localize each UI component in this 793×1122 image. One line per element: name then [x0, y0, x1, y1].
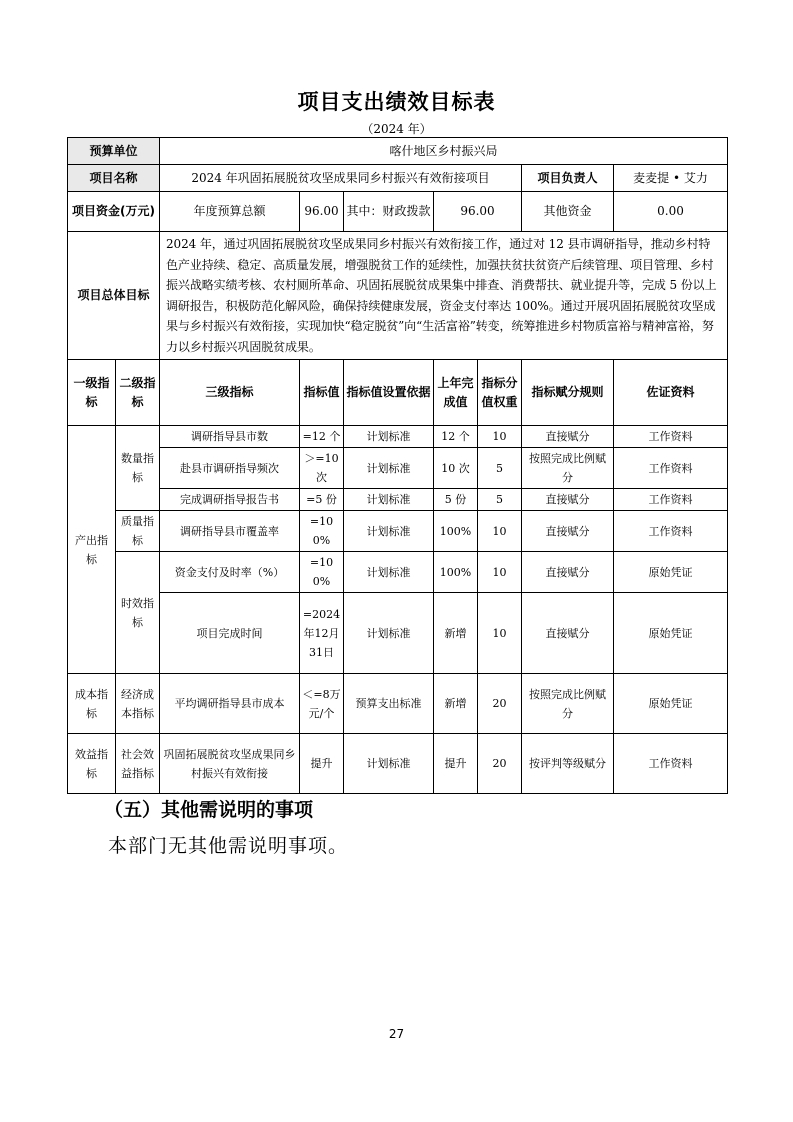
cell-evidence: 原始凭证 [614, 593, 728, 674]
cell-value: =12 个 [300, 426, 344, 448]
header-evidence: 佐证资料 [614, 360, 728, 426]
group-benefit: 效益指标 [68, 734, 116, 794]
cell-name: 平均调研指导县市成本 [160, 674, 300, 734]
leader-label: 项目负责人 [522, 165, 614, 192]
fiscal-value: 96.00 [434, 192, 522, 232]
cell-last: 提升 [434, 734, 478, 794]
cell-value: =100% [300, 511, 344, 552]
group-econ-cost: 经济成本指标 [116, 674, 160, 734]
fiscal-label: 其中：财政拨款 [344, 192, 434, 232]
cell-evidence: 原始凭证 [614, 552, 728, 593]
table-row [68, 489, 728, 511]
cell-rule: 按照完成比例赋分 [522, 674, 614, 734]
group-output: 产出指标 [68, 426, 116, 674]
cell-last: 100% [434, 511, 478, 552]
cell-weight: 10 [478, 511, 522, 552]
fund-label: 项目资金(万元) [68, 192, 160, 232]
table-row [68, 734, 728, 794]
cell-basis: 预算支出标准 [344, 674, 434, 734]
other-value: 0.00 [614, 192, 728, 232]
cell-last: 12 个 [434, 426, 478, 448]
cell-weight: 10 [478, 593, 522, 674]
cell-value: =100% [300, 552, 344, 593]
project-name-label: 项目名称 [68, 165, 160, 192]
note-text: 本部门无其他需说明事项。 [108, 835, 349, 857]
table-year: （2024 年） [361, 122, 432, 136]
table-row [68, 426, 728, 448]
header-level2: 二级指标 [116, 360, 160, 426]
cell-basis: 计划标准 [344, 426, 434, 448]
goal-text: 2024 年，通过巩固拓展脱贫攻坚成果同乡村振兴有效衔接工作，通过对 12 县市调研指导，推动乡村特色产业持续、稳定、高质量发展，增强脱贫工作的延续性，加强扶贫扶贫资产后续管理、项目管理、乡村振兴战略实绩考核、农村厕所革命、巩固拓展脱贫成果集中排查、消费帮扶、就业提升等，完成 5 份以上调研报告，积极防范化解风险，确保持续健康发展，资金支付率达 100%。通过开展巩固拓展脱贫攻坚成果与乡村振兴有效衔接，实现加快“稳定脱贫”向“生活富裕”转变，统筹推进乡村物质富裕与精神富裕，努力以乡村振兴巩固脱贫成果。 [160, 232, 728, 360]
header-basis: 指标值设置依据 [344, 360, 434, 426]
project-name-value: 2024 年巩固拓展脱贫攻坚成果同乡村振兴有效衔接项目 [160, 165, 522, 192]
cell-weight: 5 [478, 448, 522, 489]
cell-last: 新增 [434, 593, 478, 674]
header-level1: 一级指标 [68, 360, 116, 426]
header-rule: 指标赋分规则 [522, 360, 614, 426]
cell-evidence: 工作资料 [614, 426, 728, 448]
cell-name: 调研指导县市数 [160, 426, 300, 448]
cell-name: 资金支付及时率（%） [160, 552, 300, 593]
cell-evidence: 工作资料 [614, 511, 728, 552]
cell-rule: 直接赋分 [522, 593, 614, 674]
table-row [68, 674, 728, 734]
goal-label: 项目总体目标 [68, 232, 160, 360]
cell-rule: 直接赋分 [522, 552, 614, 593]
page-number: 27 [388, 1027, 405, 1041]
cell-last: 新增 [434, 674, 478, 734]
header-value: 指标值 [300, 360, 344, 426]
cell-name: 巩固拓展脱贫攻坚成果同乡村振兴有效衔接 [160, 734, 300, 794]
cell-rule: 直接赋分 [522, 511, 614, 552]
cell-weight: 20 [478, 674, 522, 734]
cell-basis: 计划标准 [344, 489, 434, 511]
cell-last: 5 份 [434, 489, 478, 511]
table-row [68, 552, 728, 593]
cell-value: =5 份 [300, 489, 344, 511]
cell-evidence: 工作资料 [614, 489, 728, 511]
unit-label: 预算单位 [68, 138, 160, 165]
group-timeliness: 时效指标 [116, 552, 160, 674]
cell-value: =2024年12月31日 [300, 593, 344, 674]
cell-rule: 直接赋分 [522, 426, 614, 448]
cell-basis: 计划标准 [344, 593, 434, 674]
cell-last: 10 次 [434, 448, 478, 489]
table-row [68, 448, 728, 489]
header-level3: 三级指标 [160, 360, 300, 426]
cell-rule: 按评判等级赋分 [522, 734, 614, 794]
page-title: 项目支出绩效目标表 [297, 90, 496, 114]
cell-value: ＜=8万元/个 [300, 674, 344, 734]
header-last-year: 上年完成值 [434, 360, 478, 426]
group-quality: 质量指标 [116, 511, 160, 552]
cell-basis: 计划标准 [344, 734, 434, 794]
other-label: 其他资金 [522, 192, 614, 232]
cell-weight: 10 [478, 552, 522, 593]
performance-goal-table [67, 137, 728, 794]
cell-evidence: 工作资料 [614, 448, 728, 489]
header-weight: 指标分值权重 [478, 360, 522, 426]
cell-basis: 计划标准 [344, 511, 434, 552]
group-social-benefit: 社会效益指标 [116, 734, 160, 794]
cell-weight: 20 [478, 734, 522, 794]
group-cost: 成本指标 [68, 674, 116, 734]
cell-rule: 直接赋分 [522, 489, 614, 511]
cell-weight: 5 [478, 489, 522, 511]
annual-total-label: 年度预算总额 [160, 192, 300, 232]
cell-name: 项目完成时间 [160, 593, 300, 674]
unit-value: 喀什地区乡村振兴局 [160, 138, 728, 165]
leader-value: 麦麦提 • 艾力 [614, 165, 728, 192]
cell-last: 100% [434, 552, 478, 593]
cell-rule: 按照完成比例赋分 [522, 448, 614, 489]
cell-basis: 计划标准 [344, 448, 434, 489]
cell-name: 完成调研指导报告书 [160, 489, 300, 511]
section-heading: （五）其他需说明的事项 [104, 799, 314, 821]
cell-evidence: 原始凭证 [614, 674, 728, 734]
cell-value: 提升 [300, 734, 344, 794]
cell-evidence: 工作资料 [614, 734, 728, 794]
table-row [68, 593, 728, 674]
cell-value: ＞=10次 [300, 448, 344, 489]
cell-weight: 10 [478, 426, 522, 448]
cell-name: 调研指导县市覆盖率 [160, 511, 300, 552]
annual-total-value: 96.00 [300, 192, 344, 232]
group-quantity: 数量指标 [116, 426, 160, 511]
table-row [68, 511, 728, 552]
cell-name: 赴县市调研指导频次 [160, 448, 300, 489]
cell-basis: 计划标准 [344, 552, 434, 593]
